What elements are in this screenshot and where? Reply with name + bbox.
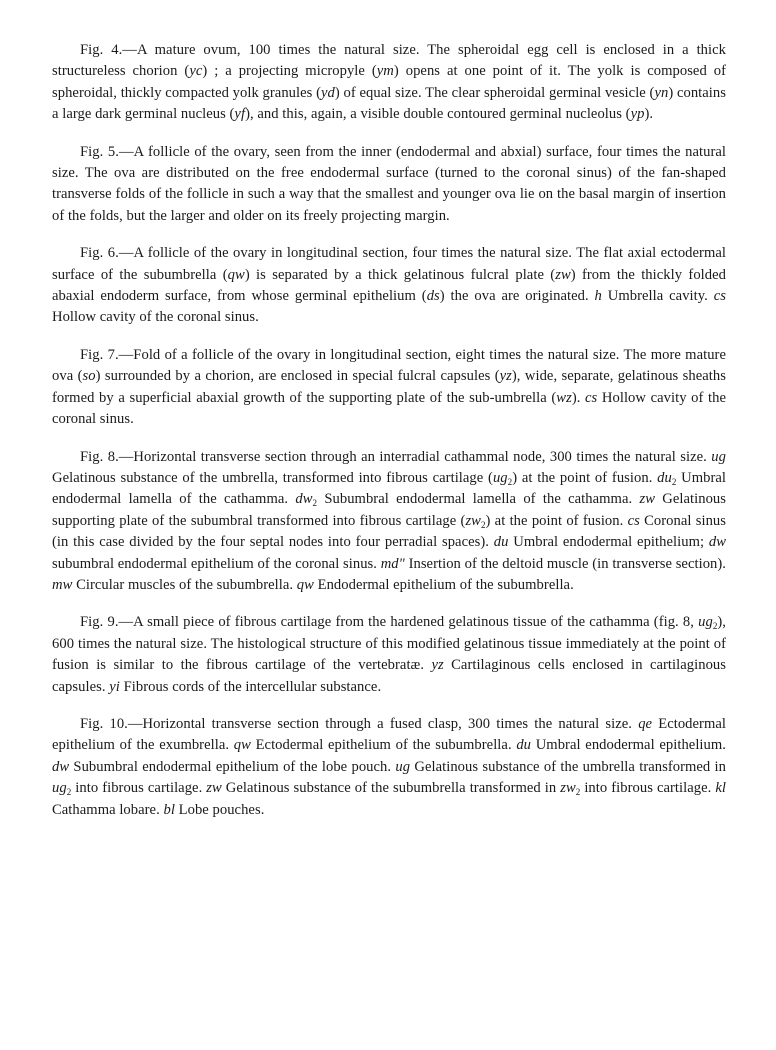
caption-text: Subumbral endodermal epithelium of the lobe pouch. bbox=[69, 758, 396, 775]
symbol-label: zw bbox=[555, 266, 571, 283]
symbol-label: qe bbox=[638, 715, 653, 732]
caption-text: Gelatinous substance of the umbrella, transformed into fibrous cartilage ( bbox=[52, 469, 493, 486]
symbol-label: du bbox=[493, 534, 509, 551]
subscript: 2 bbox=[312, 498, 318, 509]
symbol-label: yd bbox=[321, 84, 335, 101]
symbol-label: ug bbox=[395, 758, 411, 775]
caption-text: ) contains a large dark germinal nucleus ( bbox=[52, 84, 726, 123]
caption-text: Fig. 7.—Fold of a follicle of the ovary in longitudinal section, eight times the natural size. The more mature ova ( bbox=[52, 346, 726, 385]
symbol-label: yz bbox=[431, 657, 444, 674]
caption-text: Hollow cavity of the coronal sinus. bbox=[52, 309, 259, 326]
caption-text: Hollow cavity of the coronal sinus. bbox=[52, 389, 726, 428]
caption-text: Gelatinous substance of the umbrella transformed in bbox=[410, 758, 727, 775]
symbol-label: h bbox=[594, 288, 602, 305]
caption-text: Ectodermal epithelium of the subumbrella. bbox=[250, 737, 517, 754]
symbol-label: yf bbox=[234, 106, 246, 123]
caption-text: ) of equal size. The clear spheroidal germinal vesicle ( bbox=[334, 84, 655, 101]
caption-text: Lobe pouches. bbox=[174, 801, 265, 818]
fig9-caption bbox=[52, 612, 726, 698]
subscript: 2 bbox=[712, 621, 718, 632]
caption-text: into fibrous cartilage. bbox=[71, 780, 207, 797]
symbol-label: md" bbox=[380, 555, 405, 572]
caption-text: Fig. 8.—Horizontal transverse section through an interradial cathammal node, 300 times the natural size. bbox=[80, 448, 712, 465]
fig10-caption bbox=[52, 714, 726, 821]
symbol-label: kl bbox=[715, 780, 726, 797]
symbol-label: bl bbox=[163, 801, 175, 818]
symbol-label: qw bbox=[227, 266, 245, 283]
symbol-label: ug bbox=[711, 448, 726, 465]
caption-text: Ectodermal epithelium of the exumbrella. bbox=[52, 715, 726, 754]
subscript: 2 bbox=[671, 476, 677, 487]
symbol-label: ug bbox=[698, 614, 713, 631]
caption-text: ), and this, again, a visible double contoured germinal nucleolus ( bbox=[245, 106, 631, 123]
caption-text: ) ; a projecting micropyle ( bbox=[202, 63, 377, 80]
symbol-label: zw bbox=[639, 491, 655, 508]
subscript: 2 bbox=[66, 787, 72, 798]
caption-text: ), 600 times the natural size. The histological structure of this modified gelatinous tissue immediately at the point of fusion is similar to the fibrous cartilage of the vertebratæ. bbox=[52, 614, 726, 674]
fig5-caption bbox=[52, 142, 726, 228]
caption-text: subumbral endodermal epithelium of the coronal sinus. bbox=[52, 555, 381, 572]
caption-text: Fig. 10.—Horizontal transverse section through a fused clasp, 300 times the natural size. bbox=[80, 715, 639, 732]
caption-text: ) at the point of fusion. bbox=[512, 469, 658, 486]
caption-text: Umbral endodermal epithelium. bbox=[531, 737, 726, 754]
symbol-label: zw bbox=[560, 780, 576, 797]
caption-text: Subumbral endodermal lamella of the cathamma. bbox=[317, 491, 640, 508]
caption-text: ), wide, separate, gelatinous sheaths formed by a superficial abaxial growth of the supporting plate of the sub-umbrella ( bbox=[52, 368, 726, 406]
caption-text: ) opens at one point of it. The yolk is composed of spheroidal, thickly compacted yolk granules ( bbox=[52, 63, 726, 101]
caption-text: ) surrounded by a chorion, are enclosed in special fulcral capsules ( bbox=[95, 368, 500, 385]
symbol-label: yc bbox=[189, 63, 203, 80]
symbol-label: ug bbox=[52, 780, 67, 797]
symbol-label: qw bbox=[233, 737, 251, 754]
caption-text: Fig. 4.—A mature ovum, 100 times the natural size. The spheroidal egg cell is enclosed in a thick structureless chorion ( bbox=[52, 42, 726, 80]
symbol-label: qw bbox=[296, 576, 314, 593]
caption-text: Umbral endodermal lamella of the cathamma. bbox=[52, 469, 727, 508]
symbol-label: dw bbox=[708, 534, 726, 551]
subscript: 2 bbox=[480, 519, 486, 530]
symbol-label: dw bbox=[52, 758, 70, 775]
caption-text: Gelatinous supporting plate of the subumbral transformed into fibrous cartilage ( bbox=[52, 491, 726, 529]
caption-text: into fibrous cartilage. bbox=[580, 780, 716, 797]
symbol-label: du bbox=[516, 737, 532, 754]
symbol-label: cs bbox=[585, 389, 598, 406]
subscript: 2 bbox=[507, 476, 513, 487]
caption-text: ). bbox=[644, 106, 654, 123]
subscript: 2 bbox=[575, 787, 581, 798]
caption-text: Cathamma lobare. bbox=[52, 801, 164, 818]
caption-text: Endodermal epithelium of the subumbrella. bbox=[313, 576, 574, 593]
symbol-label: zw bbox=[206, 780, 222, 797]
caption-text: Fig. 9.—A small piece of fibrous cartilage from the hardened gelatinous tissue of the cathamma (fig. 8, bbox=[80, 614, 699, 631]
symbol-label: ds bbox=[426, 288, 440, 305]
caption-text: ) is separated by a thick gelatinous fulcral plate ( bbox=[244, 266, 556, 283]
caption-text: ). bbox=[571, 389, 586, 406]
symbol-label: wz bbox=[556, 389, 572, 406]
caption-text: Umbral endodermal epithelium; bbox=[508, 534, 709, 551]
symbol-label: dw bbox=[295, 491, 313, 508]
symbol-label: yz bbox=[499, 368, 512, 385]
caption-text: Cartilaginous cells enclosed in cartilaginous capsules. bbox=[52, 657, 726, 695]
fig7-caption bbox=[52, 345, 726, 431]
symbol-label: yi bbox=[109, 678, 120, 695]
caption-text: Insertion of the deltoid muscle (in transverse section). bbox=[404, 555, 727, 572]
symbol-label: yn bbox=[654, 84, 669, 101]
symbol-label: cs bbox=[713, 288, 726, 305]
fig4-caption bbox=[52, 40, 726, 126]
caption-text: ) from the thickly folded abaxial endoderm surface, from whose germinal epithelium ( bbox=[52, 266, 727, 305]
symbol-label: so bbox=[82, 368, 96, 385]
symbol-label: du bbox=[657, 469, 672, 486]
symbol-label: cs bbox=[627, 512, 640, 529]
symbol-label: zw bbox=[465, 512, 481, 529]
caption-text: Circular muscles of the subumbrella. bbox=[72, 576, 297, 593]
document-page bbox=[52, 40, 726, 837]
caption-text: Umbrella cavity. bbox=[601, 288, 714, 305]
symbol-label: yp bbox=[630, 106, 645, 123]
caption-text: Coronal sinus (in this case divided by the four septal nodes into four perradial spaces). bbox=[52, 512, 727, 551]
caption-text: ) the ova are originated. bbox=[439, 288, 595, 305]
symbol-label: mw bbox=[52, 576, 73, 593]
caption-text: Fig. 5.—A follicle of the ovary, seen from the inner (endodermal and abxial) surface, four times the natural size. The ova are distributed on the free endodermal surface (turned to the coronal sinus) of the fan-shaped transverse folds of the follicle in such a way that the smallest and younger ova lie on the basal margin of insertion of the folds, but the larger and older on its freely projecting margin. bbox=[52, 143, 726, 224]
caption-text: Fig. 6.—A follicle of the ovary in longitudinal section, four times the natural size. The flat axial ectodermal surface of the subumbrella ( bbox=[52, 245, 726, 283]
symbol-label: ym bbox=[376, 63, 394, 80]
fig6-caption bbox=[52, 243, 726, 329]
caption-text: Gelatinous substance of the subumbrella transformed in bbox=[221, 780, 561, 797]
fig8-caption bbox=[52, 447, 726, 597]
symbol-label: ug bbox=[492, 469, 508, 486]
caption-text: ) at the point of fusion. bbox=[485, 512, 628, 529]
caption-text: Fibrous cords of the intercellular substance. bbox=[119, 678, 382, 695]
